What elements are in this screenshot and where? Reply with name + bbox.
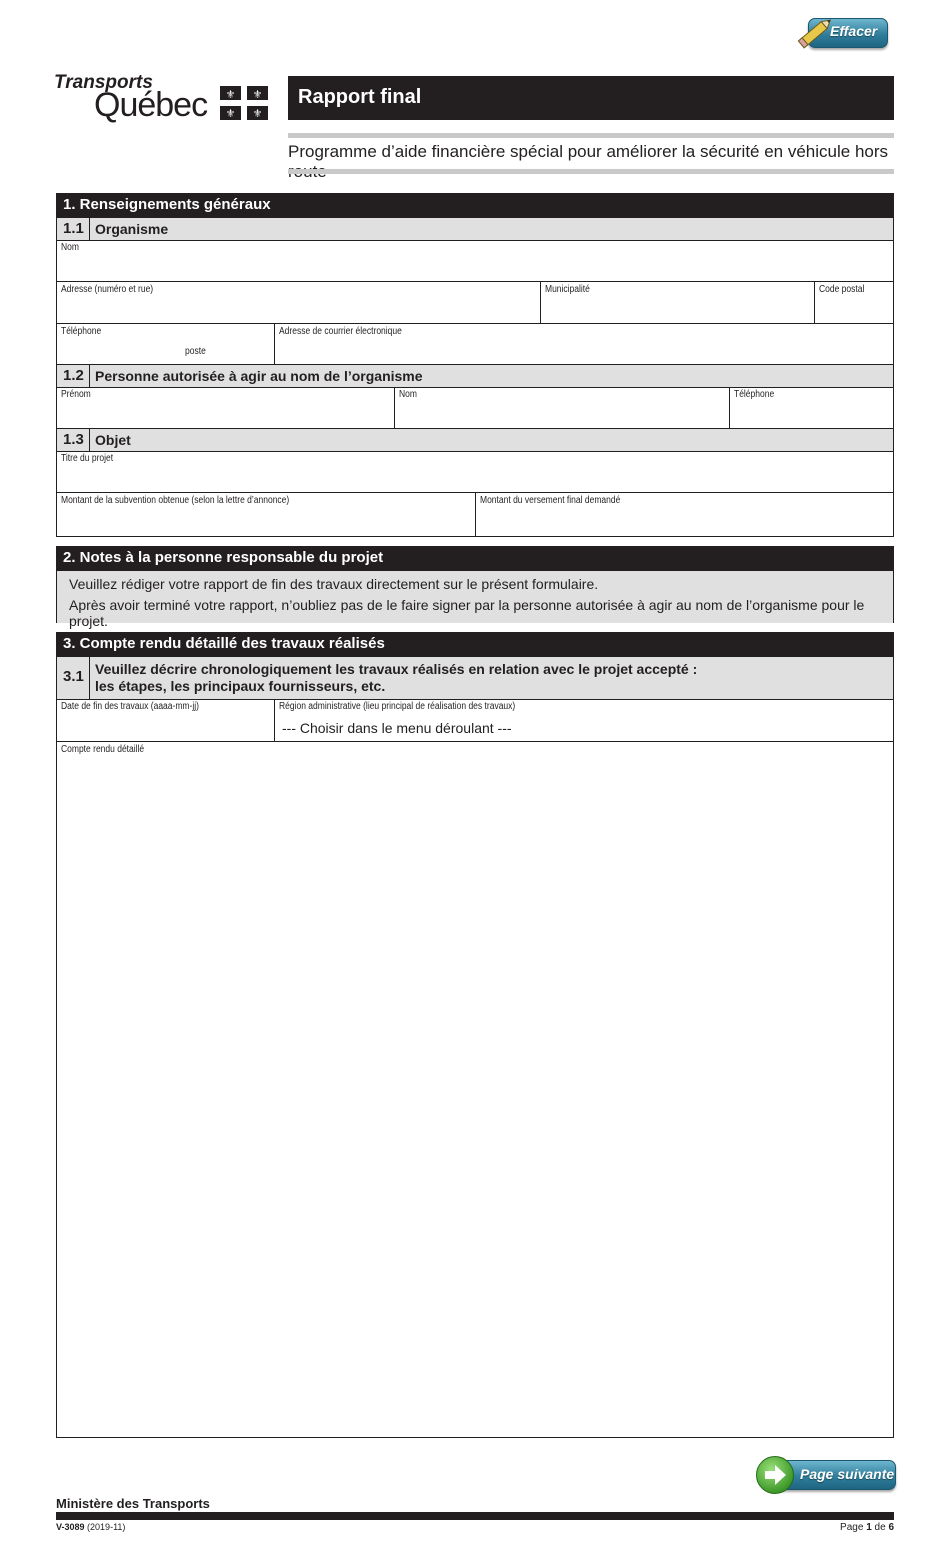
clear-button[interactable] (796, 12, 888, 56)
project-title-label: Titre du projet (61, 453, 114, 464)
org-phone-extension-label: poste (185, 346, 206, 357)
subsection-1-1-number: 1.1 (63, 220, 84, 237)
section-3-title: 3. Compte rendu détaillé des travaux réalisés (63, 635, 385, 652)
subsection-3-1-title-line2: les étapes, les principaux fournisseurs, etc. (95, 678, 386, 694)
page-current: 1 (866, 1522, 872, 1533)
section-3-header (57, 633, 893, 656)
detailed-report-textarea[interactable] (57, 742, 893, 1437)
rep-phone-field[interactable] (730, 387, 893, 428)
notes-body (57, 570, 893, 629)
subsection-1-3-number: 1.3 (63, 431, 84, 448)
next-page-button-label: Page suivante (800, 1466, 895, 1482)
final-payment-field[interactable] (476, 493, 893, 536)
subsection-1-3-number-cell (57, 429, 90, 451)
form-revision-date: (2019-11) (87, 1522, 126, 1532)
region-label: Région administrative (lieu principal de réalisation des travaux) (279, 701, 516, 712)
rep-last-name-field[interactable] (395, 387, 729, 428)
section-2-header (57, 547, 893, 570)
subsection-1-2-number-cell (57, 365, 90, 387)
project-title-field[interactable] (57, 451, 893, 492)
org-phone-field[interactable] (57, 324, 274, 365)
subsection-1-3-header (57, 428, 893, 452)
transports-quebec-logo (54, 72, 270, 128)
rep-first-name-label: Prénom (61, 389, 91, 400)
detailed-report-label: Compte rendu détaillé (61, 744, 145, 755)
subsection-3-1-title-line1: Veuillez décrire chronologiquement les travaux réalisés en relation avec le projet accepté : (95, 661, 698, 677)
page-title: Rapport final (298, 86, 422, 108)
subtitle-rule-top (288, 133, 894, 138)
notes-line-1: Veuillez rédiger votre rapport de fin des travaux directement sur le présent formulaire. (69, 576, 599, 592)
subsection-1-1-number-cell (57, 218, 90, 240)
next-page-button[interactable] (756, 1456, 896, 1496)
end-date-label: Date de fin des travaux (aaaa-mm-jj) (61, 701, 199, 712)
final-payment-label: Montant du versement final demandé (480, 495, 621, 506)
section-notes (56, 546, 894, 629)
subsection-1-2-title: Personne autorisée à agir au nom de l’organisme (95, 368, 423, 384)
form-code (56, 1522, 125, 1532)
org-phone-label: Téléphone (61, 326, 102, 337)
page-number (780, 1522, 894, 1533)
title-bar (288, 76, 894, 120)
subsection-3-1-number: 3.1 (63, 668, 84, 685)
grant-amount-label: Montant de la subvention obtenue (selon la lettre d’annonce) (61, 495, 290, 506)
subsection-1-2-number: 1.2 (63, 367, 84, 384)
page-prefix: Page (840, 1522, 864, 1533)
end-date-field[interactable] (57, 699, 274, 741)
subsection-1-3-title: Objet (95, 432, 131, 448)
clear-button-label: Effacer (830, 23, 878, 39)
org-postal-code-label: Code postal (819, 284, 865, 295)
next-arrow-icon (756, 1456, 794, 1494)
org-address-field[interactable] (57, 282, 540, 323)
subsection-3-1-number-cell (57, 657, 90, 699)
footer-rule (56, 1512, 894, 1520)
org-municipality-field[interactable] (541, 282, 814, 323)
section-1-header (57, 194, 893, 217)
form-number: V-3089 (56, 1522, 85, 1532)
notes-line-2: Après avoir terminé votre rapport, n’oubliez pas de le faire signer par la personne autorisée à agir au nom de l’organisme pour le projet. (69, 597, 865, 629)
subtitle-rule-bottom (288, 169, 894, 174)
section-1-title: 1. Renseignements généraux (63, 196, 271, 213)
subsection-3-1-header (57, 656, 893, 700)
org-postal-code-field[interactable] (815, 282, 893, 323)
ministry-name: Ministère des Transports (56, 1496, 210, 1511)
rep-first-name-field[interactable] (57, 387, 394, 428)
svg-text:⚜: ⚜ (252, 107, 263, 120)
quebec-flag-icon (220, 86, 268, 120)
svg-text:⚜: ⚜ (252, 88, 263, 101)
subsection-1-2-header (57, 364, 893, 388)
section-general-info (56, 193, 894, 537)
grant-amount-field[interactable] (57, 493, 475, 536)
org-municipality-label: Municipalité (545, 284, 590, 295)
page-of: de (874, 1522, 886, 1533)
page-subtitle: Programme d’aide financière spécial pour améliorer la sécurité en véhicule hors (288, 142, 889, 161)
logo-line2: Québec (94, 86, 208, 124)
rep-last-name-label: Nom (399, 389, 417, 400)
org-address-label: Adresse (numéro et rue) (61, 284, 154, 295)
section-detailed-report (56, 632, 894, 1438)
subsection-1-1-title: Organisme (95, 221, 169, 237)
org-email-label: Adresse de courrier électronique (279, 326, 402, 337)
logo-line1: Transports (54, 72, 153, 93)
rep-phone-label: Téléphone (734, 389, 775, 400)
svg-text:⚜: ⚜ (225, 88, 236, 101)
region-select[interactable] (275, 699, 893, 741)
org-name-label: Nom (61, 242, 79, 253)
subsection-1-1-header (57, 217, 893, 241)
svg-text:⚜: ⚜ (225, 107, 236, 120)
page-total: 6 (888, 1522, 894, 1533)
section-2-title: 2. Notes à la personne responsable du projet (63, 549, 384, 566)
org-email-field[interactable] (275, 324, 893, 365)
org-name-field[interactable] (57, 240, 893, 281)
region-select-value: --- Choisir dans le menu déroulant --- (282, 720, 512, 736)
